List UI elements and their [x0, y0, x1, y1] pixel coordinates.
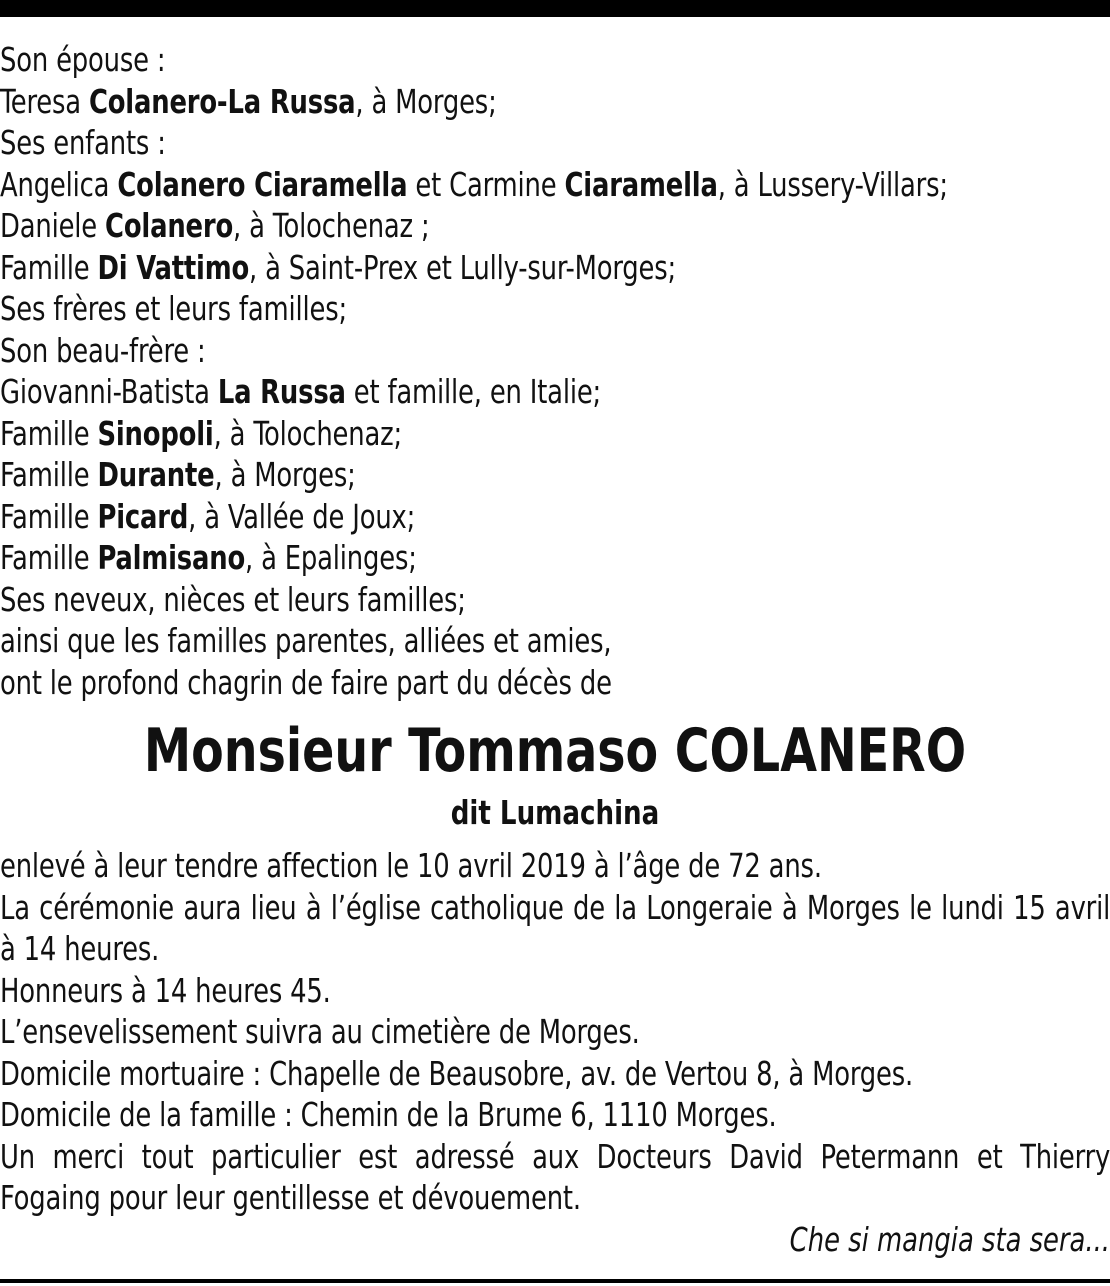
deceased-name: Monsieur Tommaso COLANERO — [143, 716, 967, 786]
honours-info: Honneurs à 14 heures 45. — [0, 970, 331, 1010]
ceremony-info: La cérémonie aura lieu à l’église catholique de la Longeraie à Morges le lundi 15 avril à 14 heures. — [0, 887, 1110, 968]
service-details — [0, 845, 1110, 1219]
family-line: Giovanni-Batista La Russa et famille, en Italie; — [0, 372, 602, 411]
family-line: Angelica Colanero Ciaramella et Carmine Ciaramella, à Lussery-Villars; — [0, 164, 948, 204]
deceased-nickname: dit Lumachina — [450, 793, 660, 832]
family-line: Daniele Colanero, à Tolochenaz ; — [0, 206, 430, 245]
mortuary-address: Domicile mortuaire : Chapelle de Beausobre, av. de Vertou 8, à Morges. — [0, 1053, 914, 1093]
family-line: Famille Palmisano, à Epalinges; — [0, 538, 417, 577]
family-line: Son épouse : — [0, 40, 166, 79]
signoff: Che si mangia sta sera... — [789, 1219, 1110, 1259]
family-line: Ses frères et leurs familles; — [0, 289, 348, 328]
bottom-rule — [0, 1279, 1110, 1283]
family-line: Famille Di Vattimo, à Saint-Prex et Lully-sur-Morges; — [0, 247, 677, 287]
family-line: Ses neveux, nièces et leurs familles; — [0, 579, 466, 619]
burial-info: L’ensevelissement suivra au cimetière de Morges. — [0, 1012, 640, 1051]
family-line: Ses enfants : — [0, 123, 166, 162]
family-line: Son beau-frère : — [0, 330, 206, 370]
family-address: Domicile de la famille : Chemin de la Brume 6, 1110 Morges. — [0, 1095, 777, 1134]
thanks-note: Un merci tout particulier est adressé aux Docteurs David Petermann et Thierry Fogaing pour leur gentillesse et dévouement. — [0, 1136, 1110, 1217]
family-list — [0, 39, 1110, 703]
family-line: Famille Picard, à Vallée de Joux; — [0, 496, 416, 536]
family-line: ainsi que les familles parentes, alliées et amies, — [0, 621, 612, 660]
top-rule — [0, 0, 1110, 17]
family-line: Famille Durante, à Morges; — [0, 455, 356, 494]
family-line: ont le profond chagrin de faire part du décès de — [0, 662, 612, 702]
family-line: Famille Sinopoli, à Tolochenaz; — [0, 413, 403, 453]
family-line: Teresa Colanero-La Russa, à Morges; — [0, 81, 497, 121]
obituary-notice — [0, 39, 1110, 1260]
passing-date: enlevé à leur tendre affection le 10 avril 2019 à l’âge de 72 ans. — [0, 846, 822, 885]
